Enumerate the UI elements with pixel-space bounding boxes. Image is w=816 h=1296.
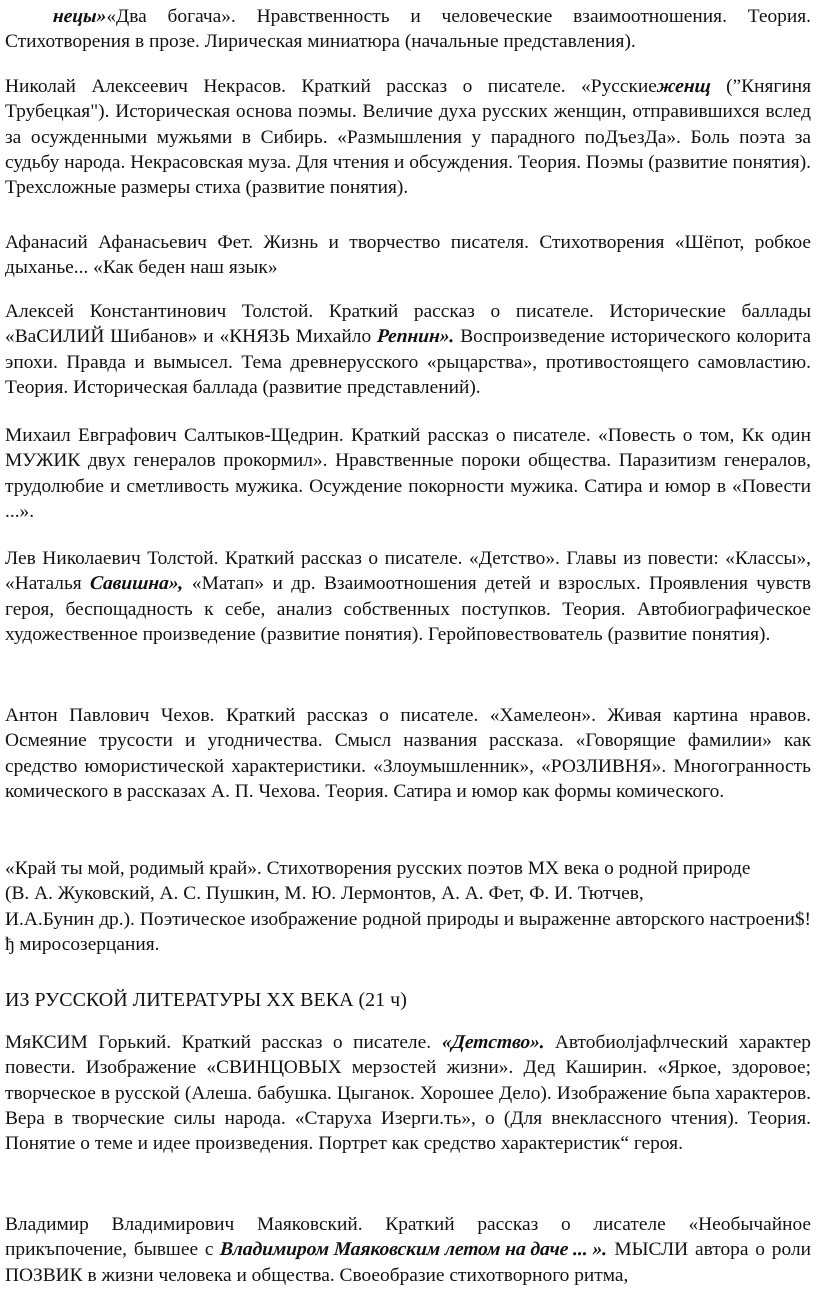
paragraph-fet	[5, 230, 811, 281]
paragraph-nekrasov	[5, 74, 811, 200]
paragraph-text: МяКСИМ Горький. Краткий рассказ о писателе.	[5, 1032, 432, 1053]
paragraph-text: «Два богача». Нравственность и человеческие взаимоотношения. Теория. Стихотворения в прозе. Лирическая миниатюра (начальные представления).	[5, 6, 811, 53]
paragraph-saltykov	[5, 423, 811, 524]
paragraph-text: «Матап» и др. Взаимоотношения детей и взрослых. Проявления чувств героя, беспощадность к себе, анализ собственных поступков. Теория. Автобиографическое художественное произведение (развитие понятия). Геройповествователь (развитие понятия).	[5, 573, 811, 645]
paragraph-tolstoy-ln	[5, 546, 811, 647]
paragraph-text: Алексей Константинович Толстой. Краткий рассказ о писателе. Исторические баллады «ВаСИЛИЙ Шибанов» и «КНЯЗЬ Михайло	[5, 301, 811, 348]
paragraph-text: Лев Николаевич Толстой. Краткий рассказ о писателе. «Детство». Главы из повести: «Классы», «Наталья	[5, 548, 811, 595]
italic-fragment: нецы»	[52, 6, 108, 27]
paragraph-text: МЫСЛИ автора о роли ПОЗВИК в жизни человека и общества. Своеобразие стихотворного ритма,	[5, 1239, 811, 1286]
paragraph-text: Михаил Евграфович Салтыков-Щедрин. Краткий рассказ о писателе. «Повесть о том, Кк один МУЖИК двух генералов прокормил». Нравственные пороки общества. Паразитизм генералов, трудолюбие и сметливость мужика. Осуждение покорности мужика. Сатира и юмор в «Повести ...».	[5, 425, 811, 522]
paragraph-chekhov	[5, 703, 811, 804]
paragraph-text: Антон Павлович Чехов. Краткий рассказ о писателе. «Хамелеон». Живая картина нравов. Осмеяние трусости и угодничества. Смысл названия рассказа. «Говорящие фамилии» как средство юмористической характеристики. «Злоумышленник», «РОЗЛИВНЯ». Многогранность комического в рассказах А. П. Чехова. Теория. Сатира и юмор как формы комического.	[5, 705, 811, 802]
paragraph-text: «Край ты мой, родимый край». Стихотворения русских поэтов МХ века о родной природе	[5, 858, 751, 879]
paragraph-turgenev	[5, 4, 811, 55]
section-heading: ИЗ РУССКОЙ ЛИТЕРАТУРЫ ХХ ВЕКА (21 ч)	[5, 989, 407, 1011]
paragraph-text: Автобиолјафлческий характер повести. Изображение «СВИНЦОВЫХ мерзостей жизни». Дед Каширин. «Яркое, здоровое; творческое в русской (Алеша. бабушка. Цыганок. Хорошее Дело). Изображение бьпа характеров. Вера в творческие силы народа. «Старуха Изерги.ть», о (Для внеклассного чтения). Теория. Понятие о теме и идее произведения. Портрет как средство характеристик“ героя.	[5, 1032, 811, 1155]
paragraph-tolstoy-ak	[5, 299, 811, 400]
paragraph-gorky	[5, 1030, 811, 1156]
paragraph-text: И.А.Бунин др.). Поэтическое изображение родной природы и выраженне авторского настроени$!ђ миросозерцания.	[5, 908, 811, 955]
paragraph-text: Воспроизведение исторического колорита эпохи. Правда и вымысел. Тема древнерусского «рыцарства», противостоящего самовластию. Теория. Историческая баллада (развитие представлений).	[5, 326, 811, 398]
italic-fragment: Савишна»,	[89, 573, 185, 595]
paragraph-text: Владимир Владимирович Маяковский. Краткий рассказ о лисателе «Необычайное прикъпочение, бывшее с	[5, 1214, 811, 1261]
paragraph-text: (”Княгиня Трубецкая"). Историческая основа поэмы. Величие духа русских женщин, отправившихся вслед за осужденными мужьями в Сибирь. «Размышления у парадного поДъезДа». Боль поэта за судьбу народа. Некрасовская муза. Для чтения и обсуждения. Теория. Поэмы (развитие понятия). Трехсложные размеры стиха (развитие понятия).	[5, 76, 811, 199]
italic-fragment: Репнин».	[376, 326, 456, 348]
italic-fragment: Владимиром Маяковским летом на даче ... ».	[219, 1239, 609, 1261]
italic-fragment: «Детство».	[440, 1032, 546, 1053]
paragraph-text: Афанасий Афанасьевич Фет. Жизнь и творчество писателя. Стихотворения «Шёпот, робкое дыханье... «Как беден наш язык»	[5, 232, 811, 279]
paragraph-text: Николай Алексеевич Некрасов. Краткий рассказ о писателе. «Русские	[5, 76, 657, 97]
paragraph-mayakovsky	[5, 1212, 811, 1288]
paragraph-text: (В. А. Жуковский, А. С. Пушкин, М. Ю. Лермонтов, А. А. Фет, Ф. И. Тютчев,	[5, 883, 644, 905]
italic-fragment: женщ	[656, 76, 712, 97]
paragraph-native-land	[5, 856, 811, 957]
